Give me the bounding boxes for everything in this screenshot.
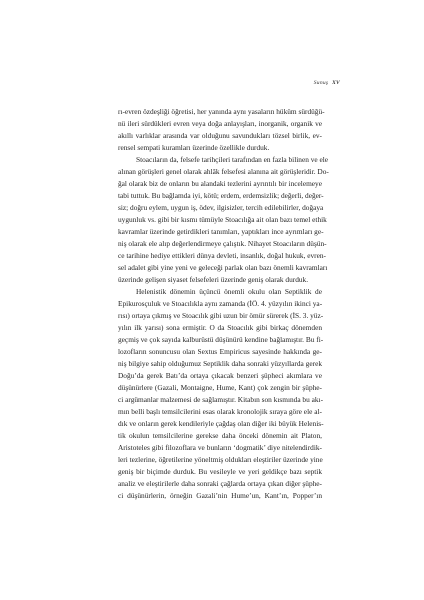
text-line: uygunluk vs. gibi bir kısmı tümüyle Stoacılığa ait olan bazı temel ethik bbox=[118, 215, 327, 224]
text-line: dık ve onların gerek kendileriyle çağdaş olan diğer iki büyük Helenis- bbox=[118, 419, 324, 428]
page-number: XV bbox=[332, 80, 340, 86]
running-header bbox=[314, 80, 340, 86]
text-line: üzerinde gelişen siyaset felsefeleri üzerinde geniş olarak durduk. bbox=[118, 275, 309, 284]
text-line: ci argümanlar malzemesi de sağlamıştır. Kitabın son kısmında bu akı- bbox=[118, 395, 324, 404]
body-text bbox=[118, 106, 329, 502]
text-line: akıllı varlıklar arasında var olduğunu savundukları tözsel birlik, ev- bbox=[118, 131, 322, 140]
text-line: analiz ve eleştirilerle daha sonraki çağlarda ortaya çıkan diğer şüphe- bbox=[118, 479, 322, 488]
text-line: geniş bir biçimde durduk. Bu vesileyle ve yeri geldikçe bazı septik bbox=[118, 467, 322, 476]
text-line: rısı) ortaya çıkmış ve Stoacılık gibi uzun bir ömür sürerek (İS. 3. yüz- bbox=[118, 311, 324, 320]
text-line: niş bilgiye sahip olduğumuz Septiklik daha sonraki yüzyıllarda gerek bbox=[118, 359, 322, 368]
text-line: niş olarak ele alıp değerlendirmeye çalıştık. Nihayet Stoacıların düşün- bbox=[118, 239, 327, 248]
paragraph bbox=[118, 286, 322, 502]
text-line: mın belli başlı temsilcilerini esas olarak kronolojik sıraya göre ele al- bbox=[118, 407, 322, 416]
text-line: ce tarihine hediye ettikleri dünya devleti, insanlık, doğal hukuk, evren- bbox=[118, 251, 327, 260]
text-line: rensel sempati kuramları üzerinde özellikle durduk. bbox=[118, 143, 270, 152]
text-line: Helenistik dönemin üçüncü önemli okulu olan Septiklik de bbox=[136, 287, 322, 296]
text-line: siz; doğru eylem, uygun iş, ödev, ilgisizler, tercih edilebilirler, doğaya bbox=[118, 203, 324, 212]
header-title: Sunuş bbox=[313, 80, 329, 86]
text-line: nü ileri sürdükleri evren veya doğa anlayışları, inorganik, organik ve bbox=[118, 119, 322, 128]
text-line: ğal olarak biz de onların bu alandaki tezlerini ayrıntılı bir incelemeye bbox=[118, 179, 322, 188]
text-line: düşünürlere (Gazali, Montaigne, Hume, Kant) çok zengin bir şüphe- bbox=[118, 383, 322, 392]
text-line: rı-evren özdeşliği öğretisi, her yanında aynı yasaların hüküm sürdüğü- bbox=[118, 107, 325, 116]
text-line: Doğu’da gerek Batı’da ortaya çıkacak benzeri şüpheci akımlara ve bbox=[118, 371, 322, 380]
text-line: Epikurosçuluk ve Stoacılıkla aynı zamanda (İÖ. 4. yüzyılın ikinci ya- bbox=[118, 299, 323, 308]
text-line: kavramlar üzerinde getirdikleri tanımları, yaptıkları ince ayrımları ge- bbox=[118, 227, 324, 236]
text-line: alınan görüşleri genel olarak ahlâk felsefesi alanına ait görüşleridir. Do- bbox=[118, 167, 329, 176]
paragraph bbox=[118, 154, 329, 286]
text-line: tabi tuttuk. Bu bağlamda iyi, kötü; erdem, erdemsizlik; değerli, değer- bbox=[118, 191, 324, 200]
text-line: ci düşünürlerin, örneğin Gazali’nin Hume’un, Kant’ın, Popper’ın bbox=[118, 491, 322, 500]
text-line: yılın ilk yarısı) sona ermiştir. O da Stoacılık gibi birkaç dönemden bbox=[118, 323, 322, 332]
text-line: Aristoteles gibi filozoflara ve bunların ‘dogmatik’ diye nitelendirdik- bbox=[118, 443, 322, 452]
text-line: lozofların sonuncusu olan Sextus Empiricus sayesinde hakkında ge- bbox=[118, 347, 322, 356]
text-line: tik okulun temsilcilerine gerekse daha önceki dönemin ait Platon, bbox=[118, 431, 322, 440]
text-line: geçmiş ve çok sayıda kalburüstü düşünürü kendine bağlamıştır. Bu fi- bbox=[118, 335, 324, 344]
text-line: leri tezlerine, öğretilerine yöneltmiş oldukları eleştiriler üzerinde yine bbox=[118, 455, 323, 464]
paragraph bbox=[118, 106, 325, 154]
text-line: Stoacıların da, felsefe tarihçileri tarafından en fazla bilinen ve ele bbox=[136, 155, 329, 164]
text-line: sel adalet gibi yine yeni ve geleceği parlak olan bazı önemli kavramları bbox=[118, 263, 328, 272]
